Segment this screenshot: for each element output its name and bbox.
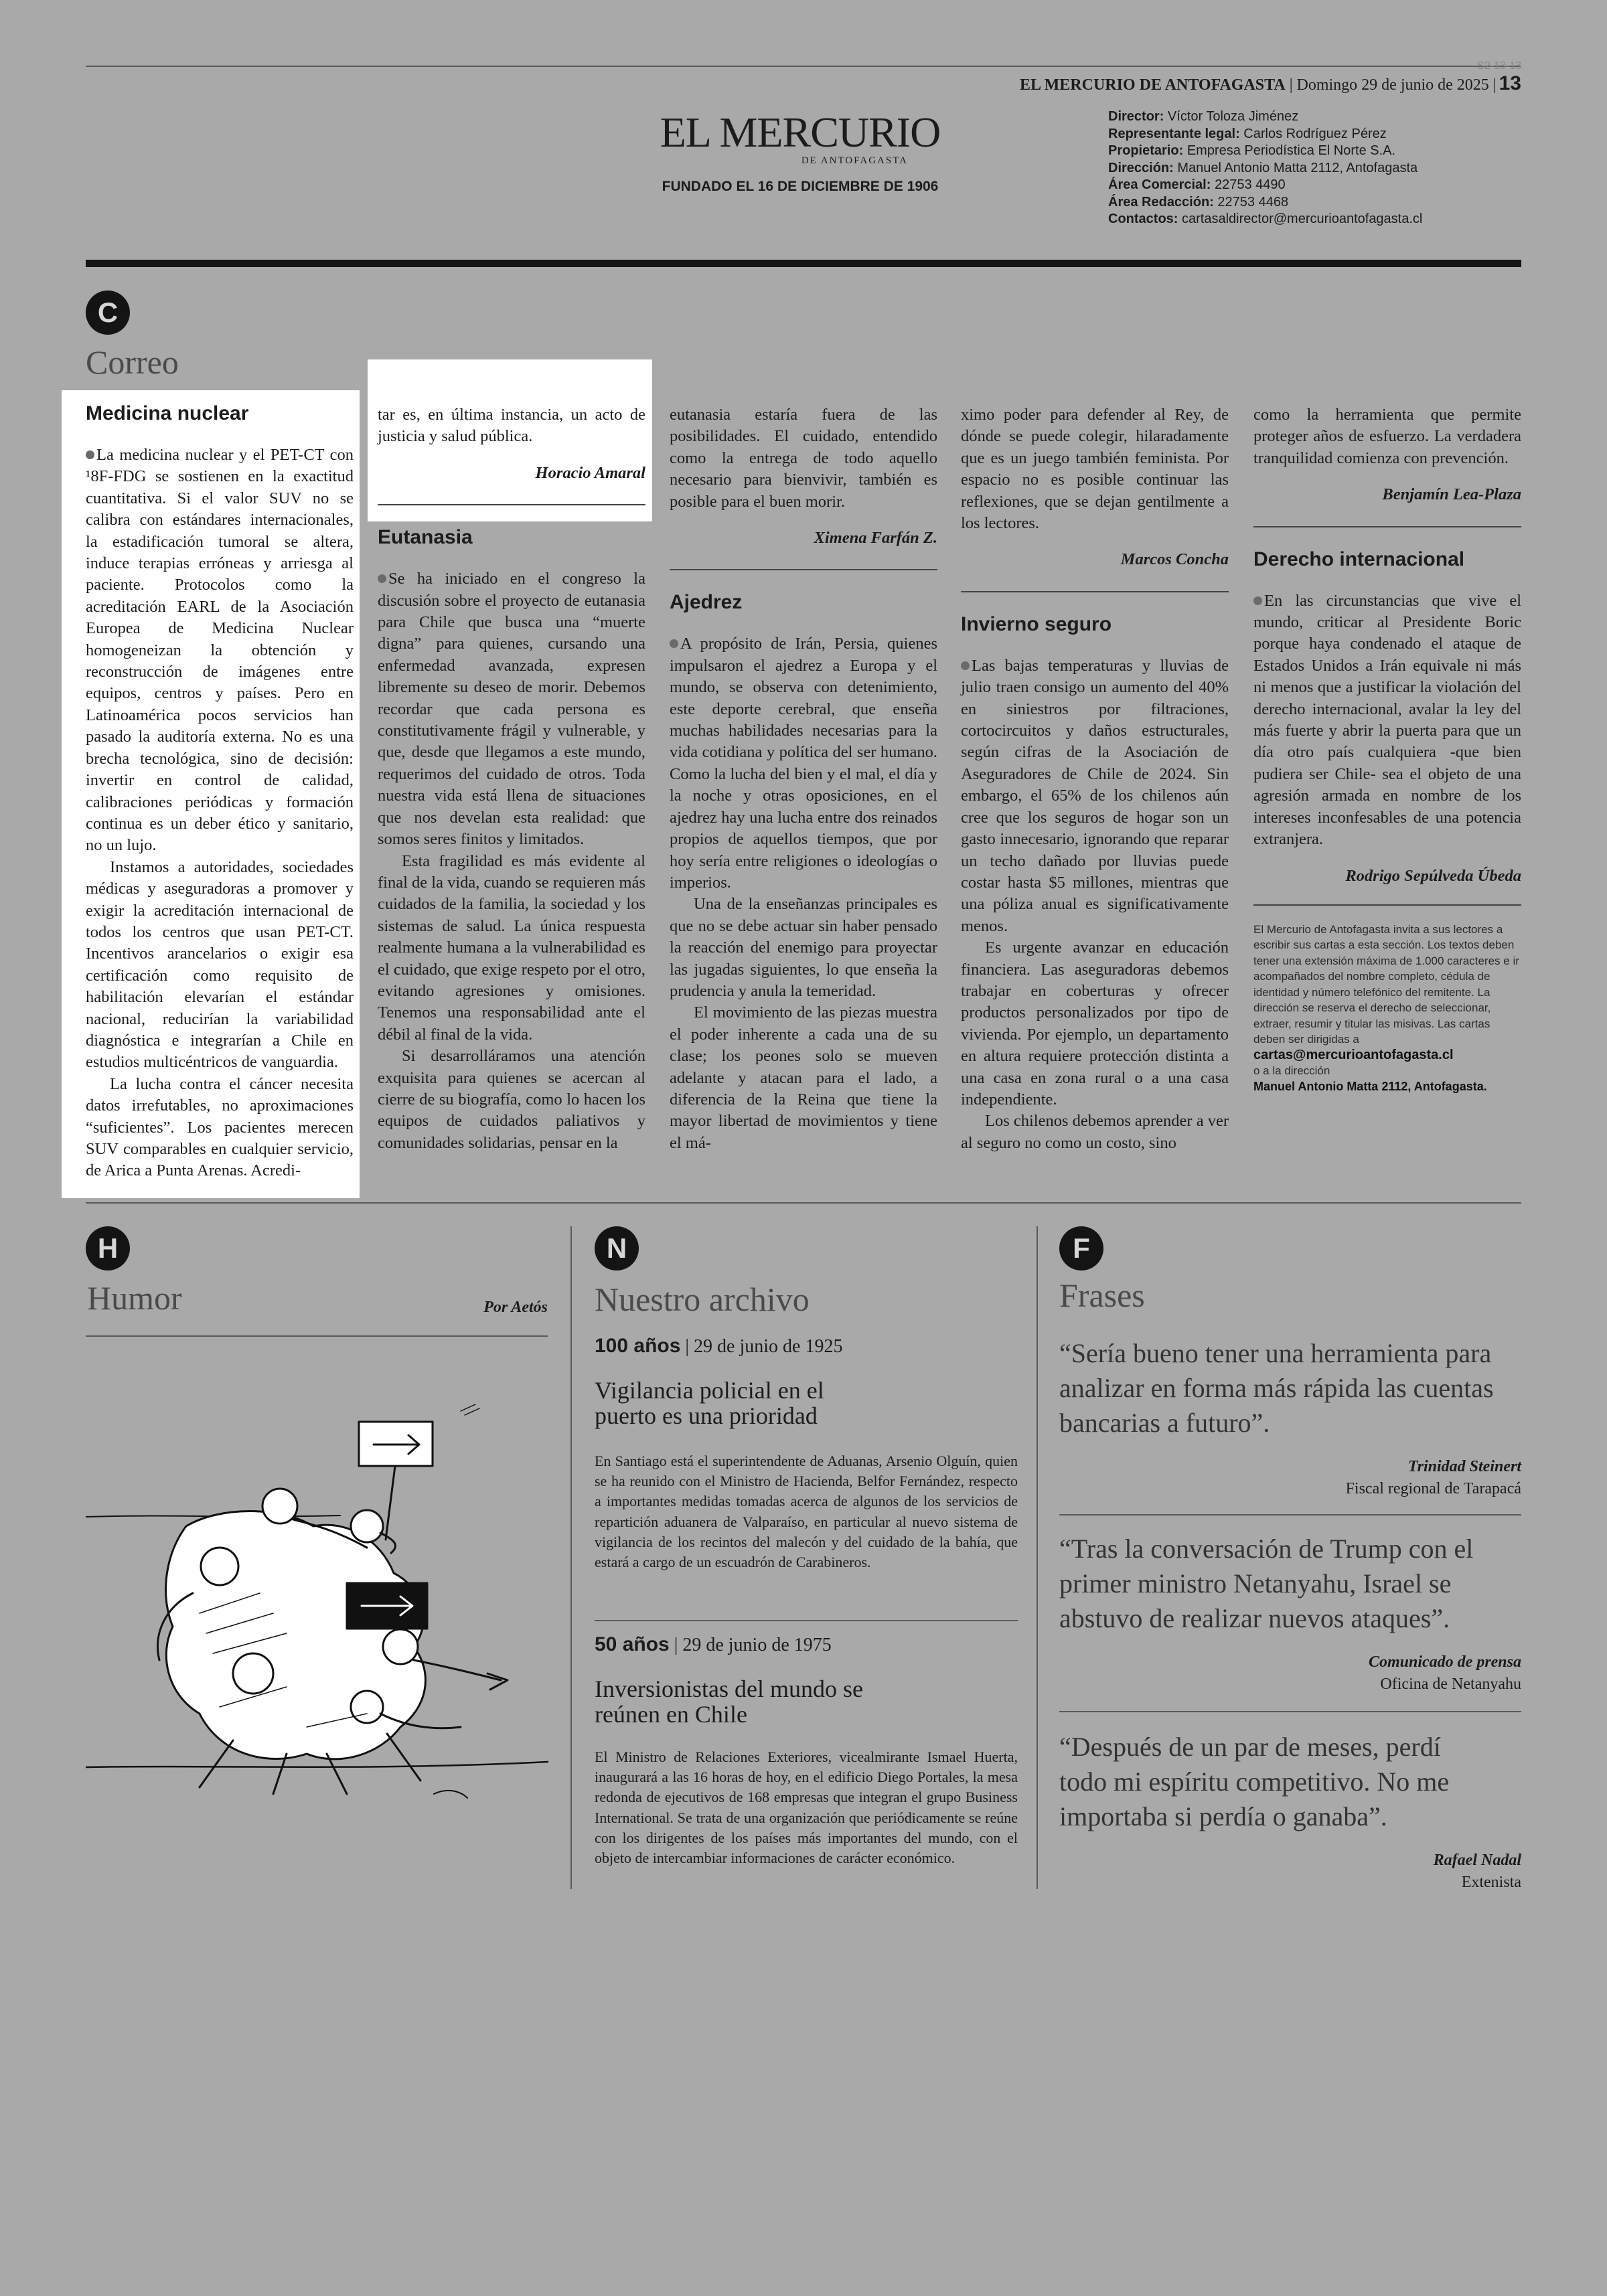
letter-signature: Ximena Farfán Z. [814,529,937,548]
frases-title: Frases [1059,1277,1145,1314]
bullet-icon [378,574,386,583]
correo-badge: C [86,291,130,335]
submission-note: El Mercurio de Antofagasta invita a sus lectores a escribir sus cartas a esta sección. Los textos deben tener una extensión máxima de 1.000 caracteres e ir acompañados del nombre completo, cédula de identidad y número telefónico del remitente. La dirección se reserva el derecho de seleccionar, extraer, resumir y titular las misivas. Las cartas deben ser dirigidas a cartas@mercurioantofagasta.cl o a la dirección Manuel Antonio Matta 2112, Antofagasta. [1253,922,1519,1093]
quote-divider [1059,1514,1521,1515]
quote-block [1059,1730,1521,1892]
staff-line: Área Comercial: 22753 4490 [1108,177,1286,192]
quote-block [1059,1336,1521,1498]
column-divider [570,1226,572,1889]
edition-date: Domingo 29 de junio de 2025 [1296,76,1489,94]
letter-heading: Ajedrez [670,591,743,614]
top-rule [86,66,1521,67]
staff-line: Representante legal: Carlos Rodríguez Pérez [1108,126,1387,141]
letter-signature: Rodrigo Sepúlveda Úbeda [1345,866,1521,885]
letter-signature: Benjamín Lea-Plaza [1382,485,1521,504]
page-stamp: S2-13-13 [1477,60,1521,72]
letter-divider [670,569,937,570]
folio-line: S2-13-13 EL MERCURIO DE ANTOFAGASTA | Domingo 29 de junio de 2025 | 13 [1019,60,1521,94]
archive-item [595,1335,1018,1572]
archive-body: El Ministro de Relaciones Exteriores, vicealmirante Ismael Huerta, inaugurará a las 16 horas de hoy, en el edificio Diego Portales, la mesa redonda de ejecutivos de 168 empresas que integran el grupo Business International. Se trata de una organización que periódicamente se reúne con los dirigentes de los países más importantes del mundo, con el objeto de intercambiar informaciones de carácter económico. [595,1748,1018,1867]
humor-badge: H [86,1226,130,1270]
letter-invierno-seguro: ximo poder para defender al Rey, de dónde se puede colegir, hilaradamente que es un juego también feminista. Por espacio no es posible continuar las reflexiones, que se dejan gentilmente a los lectores. Marcos Concha Invierno seguro Las bajas temperaturas y lluvias de julio traen consigo un aumento del 40% en siniestros por filtraciones, cortocircuitos y daños estructurales, según cifras de la Asociación de Aseguradores de Chile de 2024. Sin embargo, el 65% de los chilenos aún cree que los seguros de hogar son un gasto innecesario, ignorando que reparar un techo dañado por lluvias puede costar hasta $5 millones, mientras que una póliza anual es significativamente menos. Es urgente avanzar en educación financiera. Las aseguradoras debemos trabajar en coberturas y ofrecer productos personalizados por tipo de vivienda. Por ejemplo, un departamento en altura requiere protección distinta a una casa en zona rural o a una casa independiente. Los chilenos debemos aprender a ver al seguro no como un costo, sino [961,406,1229,1152]
quote-text: “Tras la conversación de Trump con el primer ministro Netanyahu, Israel se abstuvo de realizar nuevos ataques”. [1059,1534,1474,1633]
letter-medicina-nuclear: Medicina nuclear La medicina nuclear y el PET-CT con ¹8F-FDG se sostienen en la exactitud cuantitativa. Si el valor SUV no se calibra con estándares internacionales, la estadificación tumoral se altera, induce terapias erróneas y arriesga al paciente. Protocolos como la acreditación EARL de la Asociación Europea de Medicina Nuclear homogeneizan la obtención y reconstrucción de imágenes entre equipos, centros y países. Pero en Latinoamérica pocos servicios han pasado la auditoría externa. No es una brecha tecnológica, sino de decisión: invertir en control de calidad, calibraciones periódicas y formación continua es un deber ético y sanitario, no un lujo. Instamos a autoridades, sociedades médicas y aseguradoras a promover y exigir la acreditación internacional de todos los centros que usan PET-CT. Incentivos arancelarios o exigir esa certificación como requisito de habilitación elevarían el estándar nacional, reducirían la variabilidad diagnóstica e integrarían a Chile en estudios multicéntricos de vanguardia. La lucha contra el cáncer necesita datos irrefutables, no aproximaciones “suficientes”. Los pacientes merecen SUV comparables en cualquier servicio, de Arica a Punta Arenas. Acredi- [86,402,354,1180]
archive-headline: Inversionistas del mundo se reúnen en Chile [595,1675,863,1728]
archive-divider [595,1620,1018,1621]
paper-name: EL MERCURIO DE ANTOFAGASTA [1019,76,1286,94]
letters-address: Manuel Antonio Matta 2112, Antofagasta. [1253,1079,1487,1093]
frases-badge: F [1059,1226,1103,1270]
archive-headline: Vigilancia policial en el puerto es una prioridad [595,1377,824,1429]
quote-author-role: Oficina de Netanyahu [1380,1675,1521,1693]
archive-body: En Santiago está el superintendente de Aduanas, Arsenio Olguín, quien se ha reunido con el Ministro de Hacienda, Belfor Fernández, respecto a importantes medidas tomadas acerca de algunos de los servicios de repartición aduanera de Valparaíso, en particular al nuevo sistema de vigilancia de los recintos del malecón y del cuidado de la bahía, que estará a cargo de un escuadrón de Carabineros. [595,1453,1018,1571]
staff-box [1108,108,1422,228]
quote-author: Rafael Nadal [1433,1852,1521,1869]
quote-author-role: Fiscal regional de Tarapacá [1345,1480,1521,1497]
quote-text: “Después de un par de meses, perdí todo mi espíritu competitivo. No me importaba si perdía o ganaba”. [1059,1732,1450,1831]
letter-heading: Eutanasia [378,526,473,549]
humor-byline: Por Aetós [483,1299,548,1316]
quote-author: Trinidad Steinert [1407,1458,1521,1475]
letter-heading: Derecho internacional [1253,548,1465,570]
archivo-badge: N [595,1226,639,1270]
column-divider [1037,1226,1038,1889]
letter-ajedrez: eutanasia estaría fuera de las posibilidades. El cuidado, entendido como la entrega de todo aquello necesario para bienvivir, también es posible para el buen morir. Ximena Farfán Z. Ajedrez A propósito de Irán, Persia, quienes impulsaron el ajedrez a Europa y el mundo, se observa con detenimiento, este deporte cerebral, que enseña muchas habilidades necesarias para la vida cotidiana y política del ser humano. Como la lucha del bien y el mal, el día y la noche y otras oposiciones, en el ajedrez hay una lucha entre dos reinados propios de aquellos tiempos, que por hoy sería entre religiones o ideologías o imperios. Una de la enseñanzas principales es que no se debe actuar sin haber pensado la reacción del enemigo para proyectar las jugadas siguientes, lo que enseña la prudencia y anula la temeridad. El movimiento de las piezas muestra el poder inherente a cada una de su clase; los peones solo se mueven adelante y atacan para el lado, a diferencia de la Reina que tiene la mayor libertad de movimientos y tiene el má- [670,406,937,1152]
cartoon-illustration [86,1392,554,1827]
staff-line: Área Redacción: 22753 4468 [1108,194,1289,210]
quote-block [1059,1532,1521,1694]
section-divider [86,1202,1521,1204]
archive-item [595,1633,1018,1868]
page-number: 13 [1499,72,1521,94]
bullet-icon [1253,596,1262,605]
bullet-icon [961,661,970,670]
quote-divider [1059,1711,1521,1712]
masthead [656,108,944,195]
staff-line: Director: Víctor Toloza Jiménez [1108,109,1299,124]
archivo-title: Nuestro archivo [595,1281,810,1318]
letter-derecho-internacional: como la herramienta que permite proteger años de esfuerzo. La verdadera tranquilidad comienza con prevención. Benjamín Lea-Plaza Derecho internacional En las circunstancias que vive el mundo, criticar al Presidente Boric porque haya condenado el ataque de Estados Unidos a Irán equivale ni más ni menos que a justificar la violación del derecho internacional, avalar la ley del más fuerte y abrir la puerta para que un día otro país cualquiera -que bien pudiera ser Chile- sea el objeto de una agresión armada en nombre de los intereses inconfesables de una potencia extranjera. Rodrigo Sepúlveda Úbeda El Mercurio de Antofagasta invita a sus lectores a escribir sus cartas a esta sección. Los textos deben tener una extensión máxima de 1.000 caracteres e ir acompañados del nombre completo, cédula de identidad y número telefónico del remitente. La dirección se reserva el derecho de seleccionar, extraer, resumir y titular las misivas. Las cartas deben ser dirigidas a cartas@mercurioantofagasta.cl o a la dirección Manuel Antonio Matta 2112, Antofagasta. [1253,404,1521,1094]
quote-author: Comunicado de prensa [1368,1653,1521,1671]
bullet-icon [86,450,94,459]
letter-divider [1253,904,1521,906]
staff-line: Contactos: cartasaldirector@mercurioantofagasta.cl [1108,212,1423,226]
correo-title: Correo [86,343,179,381]
letter-divider [961,591,1229,592]
archive-date-line: 100 años | 29 de junio de 1925 [595,1335,843,1357]
letter-divider [378,504,645,505]
quote-author-role: Extenista [1461,1874,1521,1891]
letter-signature: Horacio Amaral [535,463,645,482]
humor-rule [86,1335,548,1337]
letter-heading: Invierno seguro [961,612,1112,635]
masthead-logo: EL MERCURIO [660,108,941,156]
letter-divider [1253,526,1521,527]
staff-line: Dirección: Manuel Antonio Matta 2112, Antofagasta [1108,160,1418,175]
founded-line: FUNDADO EL 16 DE DICIEMBRE DE 1906 [662,179,939,194]
letters-email[interactable]: cartas@mercurioantofagasta.cl [1253,1047,1454,1062]
letter-eutanasia: tar es, en última instancia, un acto de justicia y salud pública. Horacio Amaral Eutanasia Se ha iniciado en el congreso la discusión sobre el proyecto de eutanasia para Chile que busca una “muerte digna” para quienes, cursando una enfermedad avanzada, expresen libremente su deseo de morir. Debemos recordar que cada persona es constitutivamente frágil y vulnerable, y que, desde que llegamos a este mundo, requerimos del cuidado de otros. Toda nuestra vida está llena de situaciones que nos develan esta realidad: que somos seres finitos y limitados. Esta fragilidad es más evidente al final de la vida, cuando se requieren más cuidados de la familia, la sociedad y los sistemas de salud. La única respuesta realmente humana a la vulnerabilidad es el cuidado, que exige respeto por el otro, evitando agresiones y omisiones. Tenemos una responsabilidad ante el débil al final de la vida. Si desarrolláramos una atención exquisita para quienes se acercan al cierre de su biografía, como lo hacen los equipos de cuidados paliativos y comunidades solidarias, pensar en la [378,406,646,1152]
masthead-logo-sub: DE ANTOFAGASTA [801,155,908,166]
staff-line: Propietario: Empresa Periodística El Norte S.A. [1108,143,1396,158]
archive-date-line: 50 años | 29 de junio de 1975 [595,1633,832,1655]
contact-email[interactable]: cartasaldirector@mercurioantofagasta.cl [1182,212,1423,226]
letter-signature: Marcos Concha [1120,550,1229,569]
letter-heading: Medicina nuclear [86,402,249,424]
humor-title: Humor [87,1279,182,1317]
quote-text: “Sería bueno tener una herramienta para analizar en forma más rápida las cuentas bancarias a futuro”. [1059,1338,1494,1438]
header-divider [86,260,1521,267]
bullet-icon [670,639,678,648]
